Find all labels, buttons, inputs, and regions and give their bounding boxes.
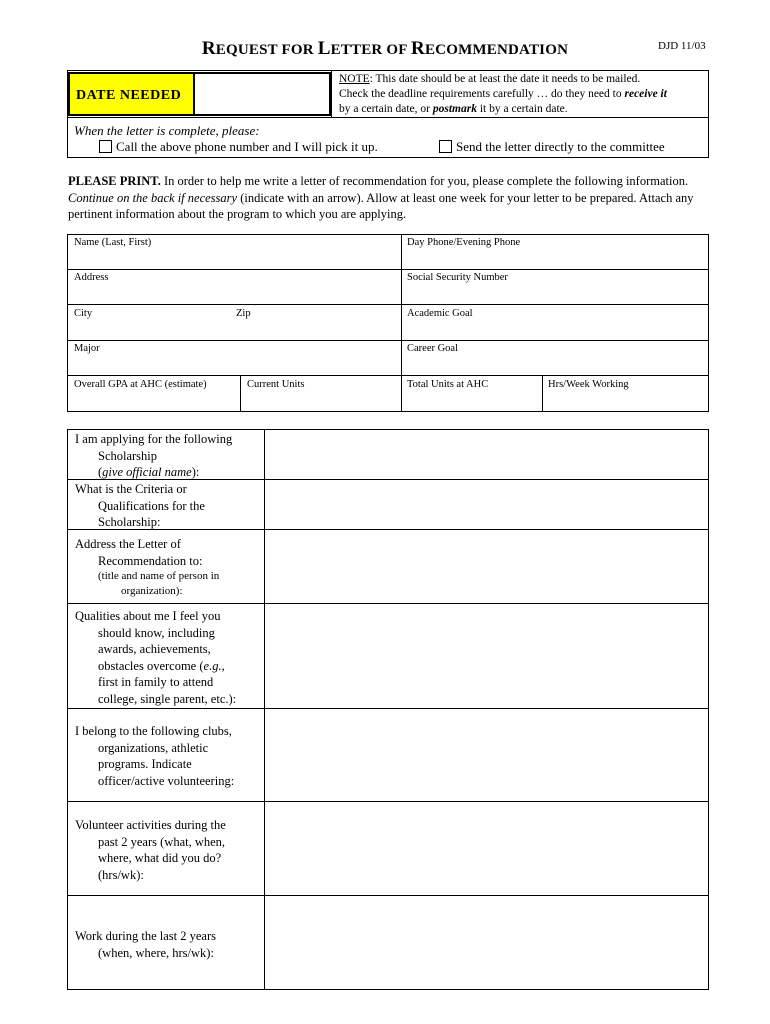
address-field[interactable]: Address <box>74 272 109 283</box>
date-note: NOTE: This date should be at least the date it needs to be mailed. Check the deadline requirements carefully … do they need to receive it by a certain date, or postmark it by a certain date. <box>339 73 667 115</box>
divider <box>67 375 709 376</box>
page-title: REQUEST FOR LETTER OF RECOMMENDATION <box>201 38 569 59</box>
gpa-field[interactable]: Overall GPA at AHC (estimate) <box>74 379 207 390</box>
name-field[interactable]: Name (Last, First) <box>74 237 152 248</box>
question-address-to: Address the Letter of Recommendation to: (title and name of person in organization): <box>75 537 220 597</box>
hrs-week-field[interactable]: Hrs/Week Working <box>548 379 629 390</box>
divider <box>67 269 709 270</box>
date-needed-field[interactable] <box>195 72 331 116</box>
answer-criteria[interactable] <box>265 480 708 529</box>
question-volunteer: Volunteer activities during the past 2 years (what, when, where, what did you do? (hrs/wk): <box>75 818 226 882</box>
answer-clubs[interactable] <box>265 709 708 801</box>
divider <box>542 375 543 412</box>
completion-prompt: When the letter is complete, please: <box>74 123 260 138</box>
phone-field[interactable]: Day Phone/Evening Phone <box>407 237 521 248</box>
question-scholarship: I am applying for the following Scholarship (give official name): <box>75 432 233 479</box>
option-pickup[interactable] <box>99 139 378 155</box>
answer-volunteer[interactable] <box>265 802 708 895</box>
divider <box>67 304 709 305</box>
instructions: PLEASE PRINT. In order to help me write a letter of recommendation for you, please complete the following information. Continue on the back if necessary (indicate with an arrow). Allow at least one week for your letter to be prepared. Attach any pertinent information about the program to which you are applying. <box>68 174 694 221</box>
question-qualities: Qualities about me I feel you should know, including awards, achievements, obstacles overcome (e.g., first in family to attend college, single parent, etc.): <box>75 609 237 706</box>
divider <box>240 375 241 412</box>
answer-scholarship[interactable] <box>265 430 708 479</box>
total-units-field[interactable]: Total Units at AHC <box>407 379 489 390</box>
city-field[interactable]: City <box>74 308 93 319</box>
academic-goal-field[interactable]: Academic Goal <box>407 308 473 319</box>
divider <box>331 70 332 118</box>
checkbox-pickup[interactable] <box>99 140 112 153</box>
major-field[interactable]: Major <box>74 343 100 354</box>
answer-address-to[interactable] <box>265 530 708 603</box>
current-units-field[interactable]: Current Units <box>247 379 305 390</box>
ssn-field[interactable]: Social Security Number <box>407 272 508 283</box>
option-send-label: Send the letter directly to the committee <box>456 139 665 154</box>
date-needed-label: DATE NEEDED <box>68 72 195 116</box>
zip-field[interactable]: Zip <box>236 308 251 319</box>
option-send[interactable] <box>439 139 665 155</box>
form-code: DJD 11/03 <box>658 40 706 52</box>
question-clubs: I belong to the following clubs, organizations, athletic programs. Indicate officer/active volunteering: <box>75 724 235 788</box>
answer-work[interactable] <box>265 896 708 989</box>
checkbox-send[interactable] <box>439 140 452 153</box>
answer-qualities[interactable] <box>265 604 708 708</box>
question-work: Work during the last 2 years (when, where, hrs/wk): <box>75 929 216 960</box>
divider <box>67 340 709 341</box>
divider <box>67 117 709 118</box>
question-criteria: What is the Criteria or Qualifications for the Scholarship: <box>75 482 205 529</box>
divider <box>401 234 402 412</box>
career-goal-field[interactable]: Career Goal <box>407 343 459 354</box>
option-pickup-label: Call the above phone number and I will pick it up. <box>116 139 378 154</box>
